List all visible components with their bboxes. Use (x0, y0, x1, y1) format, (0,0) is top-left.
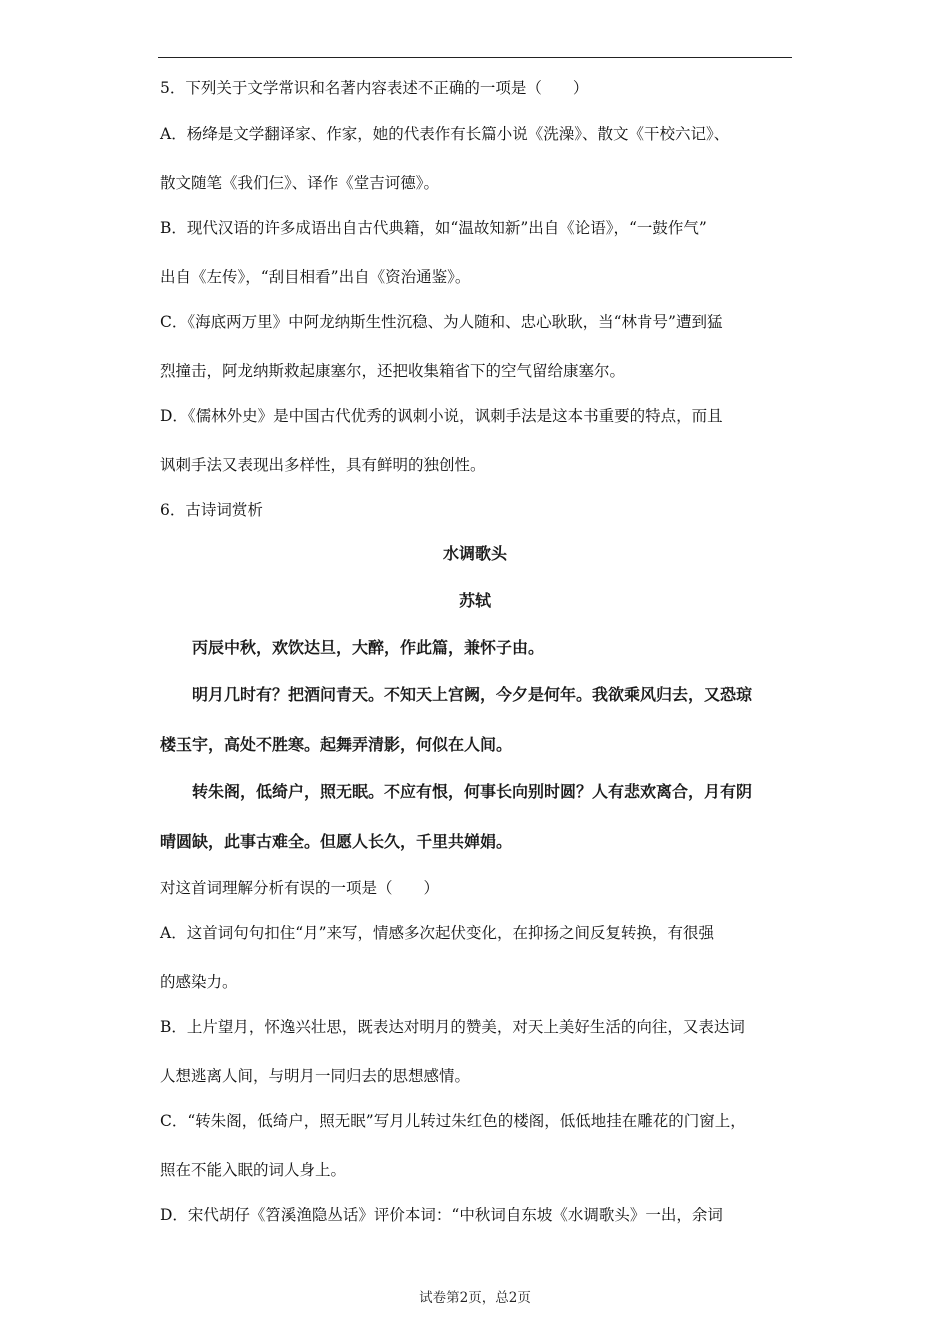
q6-option-b-line1: B．上片望月，怀逸兴壮思，既表达对明月的赞美，对天上美好生活的向往，又表达词 (160, 1018, 745, 1036)
q6-option-b-line2: 人想逃离人间，与明月一同归去的思想感情。 (160, 1067, 471, 1085)
poem-verse2-line1: 转朱阁，低绮户，照无眠。不应有恨，何事长向别时圆？人有悲欢离合，月有阴 (192, 782, 753, 801)
q6-option-c-line1: C．“转朱阁，低绮户，照无眠”写月儿转过朱红色的楼阁，低低地挂在雕花的门窗上， (160, 1112, 746, 1130)
poem-author: 苏轼 (458, 591, 491, 610)
header-rule (158, 57, 792, 58)
q5-option-a-line1: A．杨绛是文学翻译家、作家，她的代表作有长篇小说《洗澡》、散文《干校六记》、 (160, 125, 730, 143)
q5-option-c-line2: 烈撞击，阿龙纳斯救起康塞尔，还把收集箱省下的空气留给康塞尔。 (160, 362, 626, 380)
q5-option-b-line2: 出自《左传》，“刮目相看”出自《资治通鉴》。 (160, 268, 471, 286)
q6-option-d-line1: D．宋代胡仔《笤溪渔隐丛话》评价本词：“中秋词自东坡《水调歌头》一出，余词 (160, 1206, 723, 1224)
poem-preface: 丙辰中秋，欢饮达旦，大醉，作此篇，兼怀子由。 (192, 638, 545, 657)
q5-option-d-line2: 讽刺手法又表现出多样性，具有鲜明的独创性。 (160, 456, 486, 474)
poem-verse1-line1: 明月几时有？把酒问青天。不知天上宫阙，今夕是何年。我欲乘风归去，又恐琼 (192, 685, 753, 704)
poem-verse1-line2: 楼玉宇，高处不胜寒。起舞弄清影，何似在人间。 (160, 735, 513, 754)
q6-question: 对这首词理解分析有误的一项是（ ） (160, 879, 440, 897)
q5-option-d-line1: D．《儒林外史》是中国古代优秀的讽刺小说，讽刺手法是这本书重要的特点，而且 (160, 407, 723, 425)
q5-stem: 5．下列关于文学常识和名著内容表述不正确的一项是（ ） (160, 79, 589, 97)
q6-option-a-line1: A．这首词句句扣住“月”来写，情感多次起伏变化，在抑扬之间反复转换，有很强 (160, 924, 715, 942)
poem-title: 水调歌头 (442, 544, 507, 563)
poem-verse2-line2: 晴圆缺，此事古难全。但愿人长久，千里共婵娟。 (160, 832, 513, 851)
q5-option-c-line1: C．《海底两万里》中阿龙纳斯生性沉稳、为人随和、忠心耿耿，当“林肯号”遭到猛 (160, 313, 723, 331)
page-footer: 试卷第2页，总2页 (419, 1290, 531, 1306)
q6-option-c-line2: 照在不能入眠的词人身上。 (160, 1161, 347, 1179)
q6-stem: 6．古诗词赏析 (160, 501, 263, 519)
q6-option-a-line2: 的感染力。 (160, 973, 238, 991)
q5-option-b-line1: B．现代汉语的许多成语出自古代典籍，如“温故知新”出自《论语》，“一鼓作气” (160, 219, 707, 237)
q5-option-a-line2: 散文随笔《我们仨》、译作《堂吉诃德》。 (160, 174, 440, 192)
